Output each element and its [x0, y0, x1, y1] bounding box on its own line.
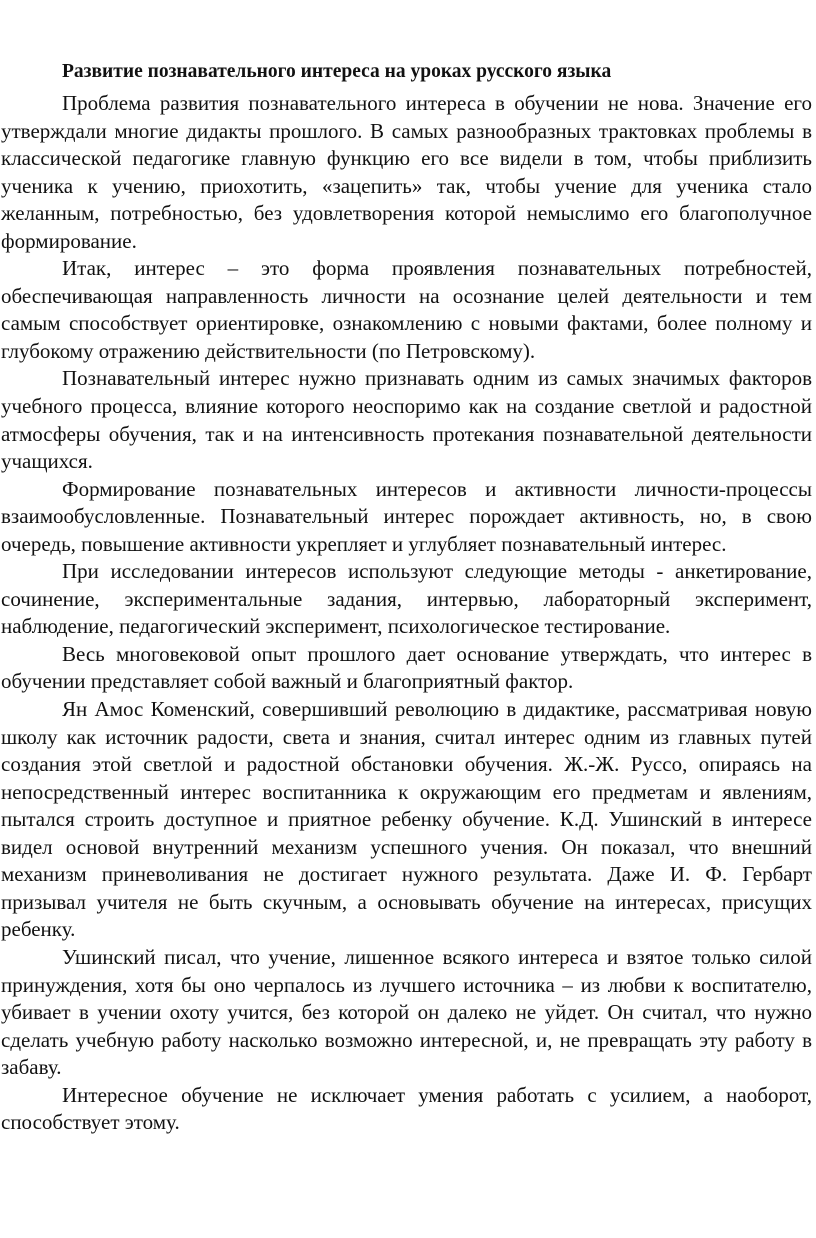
- paragraph-2: Итак, интерес – это форма проявления познавательных потребностей, обеспечивающая направленность личности на осознание целей деятельности и тем самым способствует ориентировке, ознакомлению с новыми фактами, более полному и глубокому отражению действительности (по Петровскому).: [1, 256, 812, 363]
- paragraph-1: Проблема развития познавательного интереса в обучении не нова. Значение его утверждали многие дидакты прошлого. В самых разнообразных трактовках проблемы в классической педагогике главную функцию его все видели в том, чтобы приблизить ученика к учению, приохотить, «зацепить» так, чтобы учение для ученика стало желанным, потребностью, без удовлетворения которой немыслимо его благополучное формирование.: [1, 91, 812, 253]
- paragraph-4: Формирование познавательных интересов и активности личности-процессы взаимообусловленные. Познавательный интерес порождает активность, но, в свою очередь, повышение активности укрепляет и углубляет познавательный интерес.: [1, 476, 812, 556]
- paragraph-6: Весь многовековой опыт прошлого дает основание утверждать, что интерес в обучении представляет собой важный и благоприятный фактор.: [1, 641, 812, 694]
- paragraph-8: Ушинский писал, что учение, лишенное всякого интереса и взятое только силой принуждения, хотя бы оно черпалось из лучшего источника – из любви к воспитателю, убивает в учении охоту учится, без которой он далеко не уйдет. Он считал, что нужно сделать учебную работу насколько возможно интересной, и, не превращать эту работу в забаву.: [1, 944, 812, 1080]
- paragraph-5: При исследовании интересов используют следующие методы - анкетирование, сочинение, экспериментальные задания, интервью, лабораторный эксперимент, наблюдение, педагогический эксперимент, психологическое тестирование.: [1, 559, 812, 639]
- paragraph-9: Интересное обучение не исключает умения работать с усилием, а наоборот, способствует этому.: [1, 1082, 812, 1135]
- paragraph-3: Познавательный интерес нужно признавать одним из самых значимых факторов учебного процесса, влияние которого неоспоримо как на создание светлой и радостной атмосферы обучения, так и на интенсивность протекания познавательной деятельности учащихся.: [1, 366, 812, 474]
- paragraph-7: Ян Амос Коменский, совершивший революцию в дидактике, рассматривая новую школу как источник радости, света и знания, считал интерес одним из главных путей создания этой светлой и радостной обстановки обучения. Ж.-Ж. Руссо, опираясь на непосредственный интерес воспитанника к окружающим его предметам и явлениям, пытался строить доступное и приятное ребенку обучение. К.Д. Ушинский в интересе видел основой внутренний механизм успешного учения. Он показал, что внешний механизм приневоливания не достигает нужного результата. Даже И. Ф. Гербарт призывал учителя не быть скучным, а основывать обучение на интересах, присущих ребенку.: [1, 697, 812, 942]
- document-title: Развитие познавательного интереса на уроках русского языка: [62, 61, 612, 82]
